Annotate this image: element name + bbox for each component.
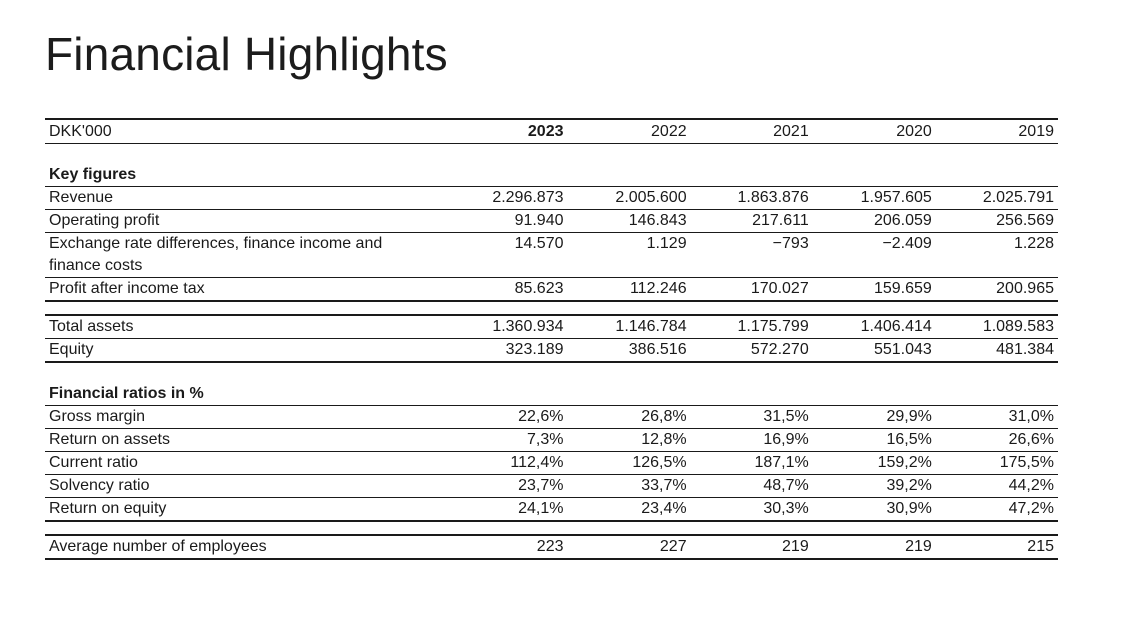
cell-value: 170.027 (691, 278, 813, 302)
section-title: Key figures (45, 164, 445, 187)
row-label: Gross margin (45, 406, 445, 429)
section-title: Financial ratios in % (45, 383, 445, 406)
cell-value: 1.863.876 (691, 187, 813, 210)
section-heading-financial-ratios (45, 383, 1058, 406)
cell-value: 227 (568, 536, 691, 559)
cell-value: 159.659 (813, 278, 936, 302)
cell-value: 2.005.600 (568, 187, 691, 210)
cell-value: 23,7% (445, 475, 567, 498)
cell-value: 2.296.873 (445, 187, 567, 210)
cell-value: 7,3% (445, 429, 567, 452)
financial-highlights-table (45, 118, 1058, 560)
cell-value: 23,4% (568, 498, 691, 522)
cell-value: 200.965 (936, 278, 1058, 302)
row-label: Profit after income tax (45, 278, 445, 302)
cell-value: −2.409 (813, 233, 936, 278)
year-header-2023: 2023 (445, 119, 567, 144)
cell-value: 481.384 (936, 339, 1058, 363)
cell-value: 175,5% (936, 452, 1058, 475)
cell-value: 1.228 (936, 233, 1058, 278)
cell-value: 31,5% (691, 406, 813, 429)
cell-value: 29,9% (813, 406, 936, 429)
table-row (45, 339, 1058, 363)
cell-value: 187,1% (691, 452, 813, 475)
cell-value: 1.146.784 (568, 316, 691, 339)
cell-value: 206.059 (813, 210, 936, 233)
cell-value: 1.089.583 (936, 316, 1058, 339)
cell-value: 126,5% (568, 452, 691, 475)
table-row (45, 429, 1058, 452)
row-label: Operating profit (45, 210, 445, 233)
currency-unit-label: DKK'000 (45, 119, 445, 144)
cell-value: 572.270 (691, 339, 813, 363)
cell-value: 1.360.934 (445, 316, 567, 339)
cell-value: 112,4% (445, 452, 567, 475)
cell-value: 39,2% (813, 475, 936, 498)
table-row (45, 452, 1058, 475)
cell-value: 1.129 (568, 233, 691, 278)
table-row (45, 278, 1058, 302)
cell-value: 219 (813, 536, 936, 559)
year-header-2019: 2019 (936, 119, 1058, 144)
table-row (45, 475, 1058, 498)
cell-value: −793 (691, 233, 813, 278)
cell-value: 31,0% (936, 406, 1058, 429)
table-row (45, 498, 1058, 522)
cell-value: 26,6% (936, 429, 1058, 452)
cell-value: 16,9% (691, 429, 813, 452)
row-label: Solvency ratio (45, 475, 445, 498)
cell-value: 33,7% (568, 475, 691, 498)
cell-value: 16,5% (813, 429, 936, 452)
section-heading-key-figures (45, 164, 1058, 187)
cell-value: 12,8% (568, 429, 691, 452)
cell-value: 159,2% (813, 452, 936, 475)
table-row (45, 210, 1058, 233)
table-row (45, 233, 1058, 278)
cell-value: 112.246 (568, 278, 691, 302)
row-label: Exchange rate differences, finance income and finance costs (45, 233, 445, 278)
cell-value: 2.025.791 (936, 187, 1058, 210)
cell-value: 44,2% (936, 475, 1058, 498)
table-header-row (45, 119, 1058, 144)
cell-value: 22,6% (445, 406, 567, 429)
cell-value: 256.569 (936, 210, 1058, 233)
cell-value: 48,7% (691, 475, 813, 498)
row-label: Total assets (45, 316, 445, 339)
year-header-2020: 2020 (813, 119, 936, 144)
cell-value: 24,1% (445, 498, 567, 522)
cell-value: 1.406.414 (813, 316, 936, 339)
cell-value: 47,2% (936, 498, 1058, 522)
table-row (45, 316, 1058, 339)
year-header-2021: 2021 (691, 119, 813, 144)
cell-value: 386.516 (568, 339, 691, 363)
page-title: Financial Highlights (45, 28, 448, 80)
cell-value: 30,3% (691, 498, 813, 522)
cell-value: 30,9% (813, 498, 936, 522)
row-label: Equity (45, 339, 445, 363)
row-label: Current ratio (45, 452, 445, 475)
row-label: Return on equity (45, 498, 445, 522)
cell-value: 85.623 (445, 278, 567, 302)
cell-value: 215 (936, 536, 1058, 559)
cell-value: 217.611 (691, 210, 813, 233)
table-row (45, 536, 1058, 559)
cell-value: 1.175.799 (691, 316, 813, 339)
cell-value: 26,8% (568, 406, 691, 429)
row-label: Average number of employees (45, 536, 445, 559)
cell-value: 1.957.605 (813, 187, 936, 210)
cell-value: 323.189 (445, 339, 567, 363)
cell-value: 219 (691, 536, 813, 559)
table-row (45, 187, 1058, 210)
cell-value: 551.043 (813, 339, 936, 363)
cell-value: 223 (445, 536, 567, 559)
table-row (45, 406, 1058, 429)
cell-value: 91.940 (445, 210, 567, 233)
row-label: Return on assets (45, 429, 445, 452)
cell-value: 146.843 (568, 210, 691, 233)
year-header-2022: 2022 (568, 119, 691, 144)
cell-value: 14.570 (445, 233, 567, 278)
row-label: Revenue (45, 187, 445, 210)
